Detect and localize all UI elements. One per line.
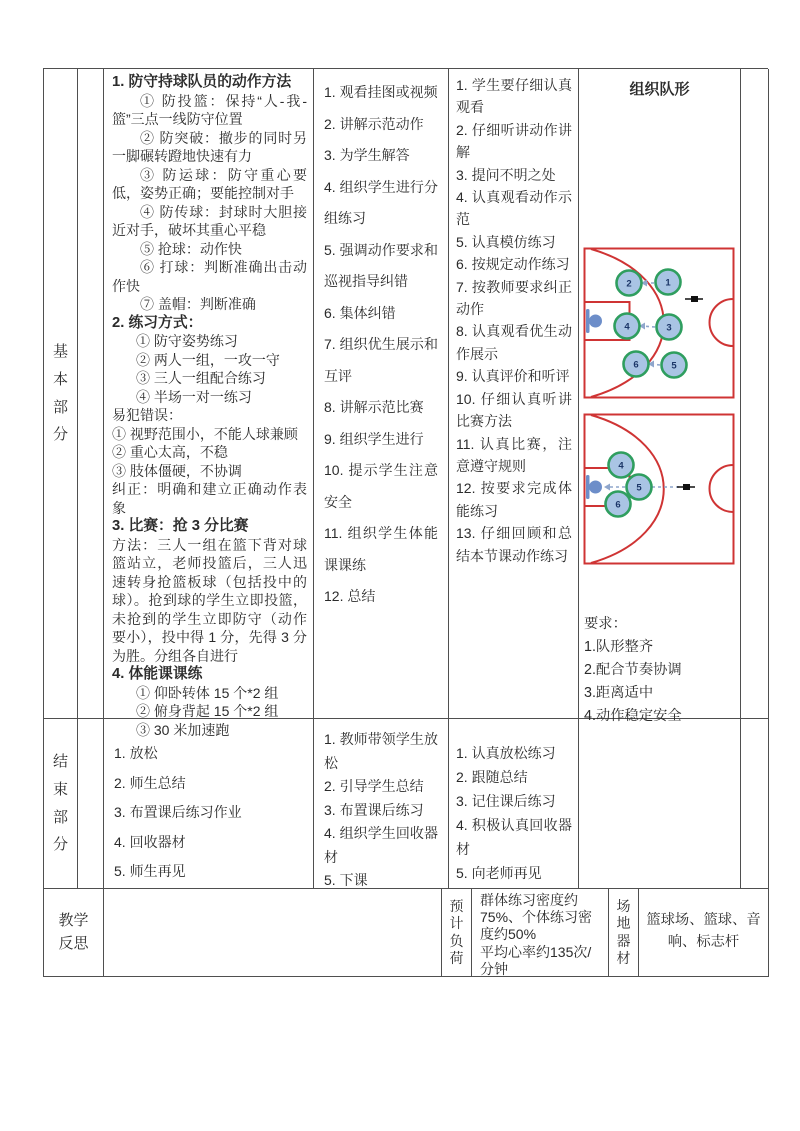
text-line: ③ 三人一组配合练习 [136, 370, 266, 386]
svg-text:5: 5 [636, 482, 642, 494]
basketball-court-diagram-1 [583, 247, 735, 399]
load-detail-cell [472, 889, 609, 977]
text-line: 10. 提示学生注意安全 [324, 462, 438, 510]
text-line: 2.配合节奏协调 [584, 662, 682, 678]
spacer-cell [741, 69, 769, 719]
organization-cell [579, 69, 741, 724]
text-line: ② 俯身背起 15 个*2 组 [136, 703, 279, 719]
text-line: 2. 仔细听讲动作讲解 [456, 121, 572, 161]
equipment-label-cell [609, 889, 639, 977]
text-line: 5. 认真模仿练习 [456, 233, 556, 250]
free-throw-arc [710, 299, 733, 346]
player-marker [615, 314, 640, 339]
spacer-cell [579, 719, 741, 889]
text-line: ③ 肢体僵硬，不协调 [112, 462, 242, 479]
load-label: 预计负荷 [449, 898, 464, 966]
organization-requirements [584, 613, 682, 728]
basketball-hoop-icon [586, 309, 602, 333]
text-line: 4. 组织学生回收器材 [324, 825, 438, 865]
load-line-1: 群体练习密度约75%、个体练习密度约50% [480, 892, 593, 943]
text-line: ② 重心太高，不稳 [112, 444, 228, 460]
load-label-cell [442, 889, 472, 977]
text-line: 8. 认真观看优生动作展示 [456, 323, 572, 362]
equipment-label: 场地器材 [616, 898, 631, 966]
player-marker [627, 475, 652, 500]
text-line: ③ 30 米加速跑 [136, 721, 230, 738]
reflection-label: 教学反思 [58, 912, 89, 952]
text-line: ① 防守姿势练习 [136, 333, 238, 349]
text-line: 2. 引导学生总结 [324, 778, 424, 794]
basic-content-cell [104, 69, 314, 738]
svg-text:2: 2 [626, 278, 632, 290]
text-line: 方法：三人一组在篮下背对球篮站立，老师投篮后，三人迅速转身抢篮板球（包括投中的球）。抢到球的学生立即投篮，未抢到的学生立即防守（动作要小），投中得 1 分，先得 3 分为胜。分组各自进行 [112, 536, 307, 664]
text-line: 6. 按规定动作练习 [456, 256, 570, 273]
text-line: 1.队形整齐 [584, 639, 654, 655]
load-line-2: 平均心率约135次/分钟 [480, 943, 592, 977]
text-line: 3. 提问不明之处 [456, 166, 556, 183]
player-marker [609, 453, 634, 478]
text-line: 2. 跟随总结 [456, 769, 528, 785]
text-line: 6. 集体纠错 [324, 304, 396, 321]
equipment-text: 篮球场、篮球、音响、标志杆 [646, 912, 761, 950]
text-line: 2. 师生总结 [114, 774, 186, 791]
basketball-hoop-icon [586, 475, 602, 499]
teacher-marker-icon [685, 296, 703, 302]
text-line: 3. 布置课后练习作业 [114, 804, 242, 820]
stage-label-ending: 结束部分 [52, 753, 68, 854]
svg-text:4: 4 [618, 460, 624, 472]
player-marker [657, 315, 682, 340]
text-line: 7. 按教师要求纠正动作 [456, 278, 572, 318]
text-line: 1. 认真放松练习 [456, 745, 556, 761]
text-line: ④ 防传球：封球时大胆接近对手，破坏其重心平稳 [112, 203, 307, 238]
text-line: 9. 认真评价和听评 [456, 368, 570, 385]
text-line: 要求： [584, 616, 627, 632]
text-line: 4. 认真观看动作示范 [456, 189, 572, 228]
stage-label-basic: 基本部分 [52, 343, 68, 444]
organization-title: 组织队形 [629, 81, 690, 98]
spacer-cell [78, 69, 104, 719]
text-line: 1. 放松 [114, 745, 158, 761]
text-line: ① 仰卧转体 15 个*2 组 [136, 684, 279, 701]
text-line: 4. 体能课课练 [112, 666, 203, 682]
text-line: 2. 练习方式： [112, 314, 203, 331]
text-line: 易犯错误： [112, 407, 182, 423]
stage-cell-basic [44, 69, 78, 719]
text-line: ⑤ 抢球：动作快 [140, 240, 242, 257]
reflection-empty-cell [104, 889, 442, 977]
svg-text:5: 5 [671, 360, 677, 372]
basketball-court-diagram-2 [583, 413, 735, 565]
text-line: 7. 组织优生展示和互评 [324, 336, 438, 384]
reflection-cell [44, 889, 104, 977]
player-marker [624, 352, 649, 377]
text-line: ④ 半场一对一练习 [136, 388, 252, 405]
ending-teacher-steps-cell [314, 719, 449, 889]
text-line: 1. 防守持球队员的动作方法 [112, 74, 292, 90]
text-line: 4. 积极认真回收器材 [456, 817, 572, 857]
svg-text:6: 6 [633, 359, 639, 371]
spacer-cell [741, 719, 769, 889]
basic-teacher-steps-cell [314, 69, 449, 719]
player-marker [662, 353, 687, 378]
text-line: 8. 讲解示范比赛 [324, 399, 424, 415]
text-line: ① 视野范围小，不能人球兼顾 [112, 425, 298, 442]
teacher-marker-icon [677, 484, 695, 490]
ending-student-actions-cell [449, 719, 579, 889]
text-line: 3. 记住课后练习 [456, 793, 556, 809]
text-line: 11. 组织学生体能课课练 [324, 525, 438, 573]
text-line: 3. 为学生解答 [324, 147, 410, 163]
svg-text:4: 4 [624, 321, 630, 333]
player-marker [606, 492, 631, 517]
svg-text:3: 3 [666, 322, 672, 334]
svg-text:1: 1 [665, 277, 671, 289]
text-line: ① 防投篮：保持“人-我-篮”三点一线防守位置 [112, 92, 307, 127]
text-line: 12. 总结 [324, 588, 376, 604]
text-line: 5. 强调动作要求和巡视指导纠错 [324, 241, 438, 289]
text-line: 1. 学生要仔细认真观看 [456, 77, 572, 116]
svg-text:6: 6 [615, 499, 621, 511]
text-line: 3. 比赛：抢 3 分比赛 [112, 518, 249, 534]
text-line: 13. 仔细回顾和总结本节课动作练习 [456, 525, 572, 564]
free-throw-arc [710, 465, 733, 512]
text-line: 4. 回收器材 [114, 833, 186, 850]
text-line: 9. 组织学生进行 [324, 430, 424, 447]
spacer-cell [78, 719, 104, 889]
text-line: 纠正：明确和建立正确动作表象 [112, 481, 307, 516]
text-line: ② 两人一组，一攻一守 [136, 351, 280, 368]
text-line: 1. 观看挂图或视频 [324, 84, 438, 100]
text-line: 5. 下课 [324, 872, 368, 888]
text-line: 12. 按要求完成体能练习 [456, 480, 572, 519]
footer-table [43, 889, 768, 977]
text-line: 10. 仔细认真听讲比赛方法 [456, 390, 572, 430]
player-marker [656, 270, 681, 295]
lesson-plan-table [43, 68, 768, 977]
stage-cell-ending [44, 719, 78, 889]
text-line: 3. 布置课后练习 [324, 801, 424, 818]
text-line: 5. 师生再见 [114, 863, 186, 879]
text-line: 3.距离适中 [584, 685, 654, 701]
text-line: 5. 向老师再见 [456, 865, 542, 881]
text-line: 11. 认真比赛，注意遵守规则 [456, 435, 572, 474]
text-line: ③ 防运球：防守重心要低，姿势正确；要能控制对手 [112, 166, 307, 201]
text-line: ② 防突破：撤步的同时另一脚碾转蹬地快速有力 [112, 129, 307, 164]
text-line: 4. 组织学生进行分组练习 [324, 178, 438, 226]
text-line: 4.动作稳定安全 [584, 708, 682, 724]
player-marker [617, 271, 642, 296]
text-line: ⑥ 打球：判断准确出击动作快 [112, 259, 307, 294]
upper-table [43, 68, 768, 889]
ending-content-cell [104, 719, 314, 889]
text-line: ⑦ 盖帽：判断准确 [140, 296, 256, 312]
text-line: 1. 教师带领学生放松 [324, 731, 438, 771]
text-line: 2. 讲解示范动作 [324, 115, 424, 132]
basic-student-actions-cell [449, 69, 579, 719]
equipment-detail-cell [639, 889, 769, 977]
